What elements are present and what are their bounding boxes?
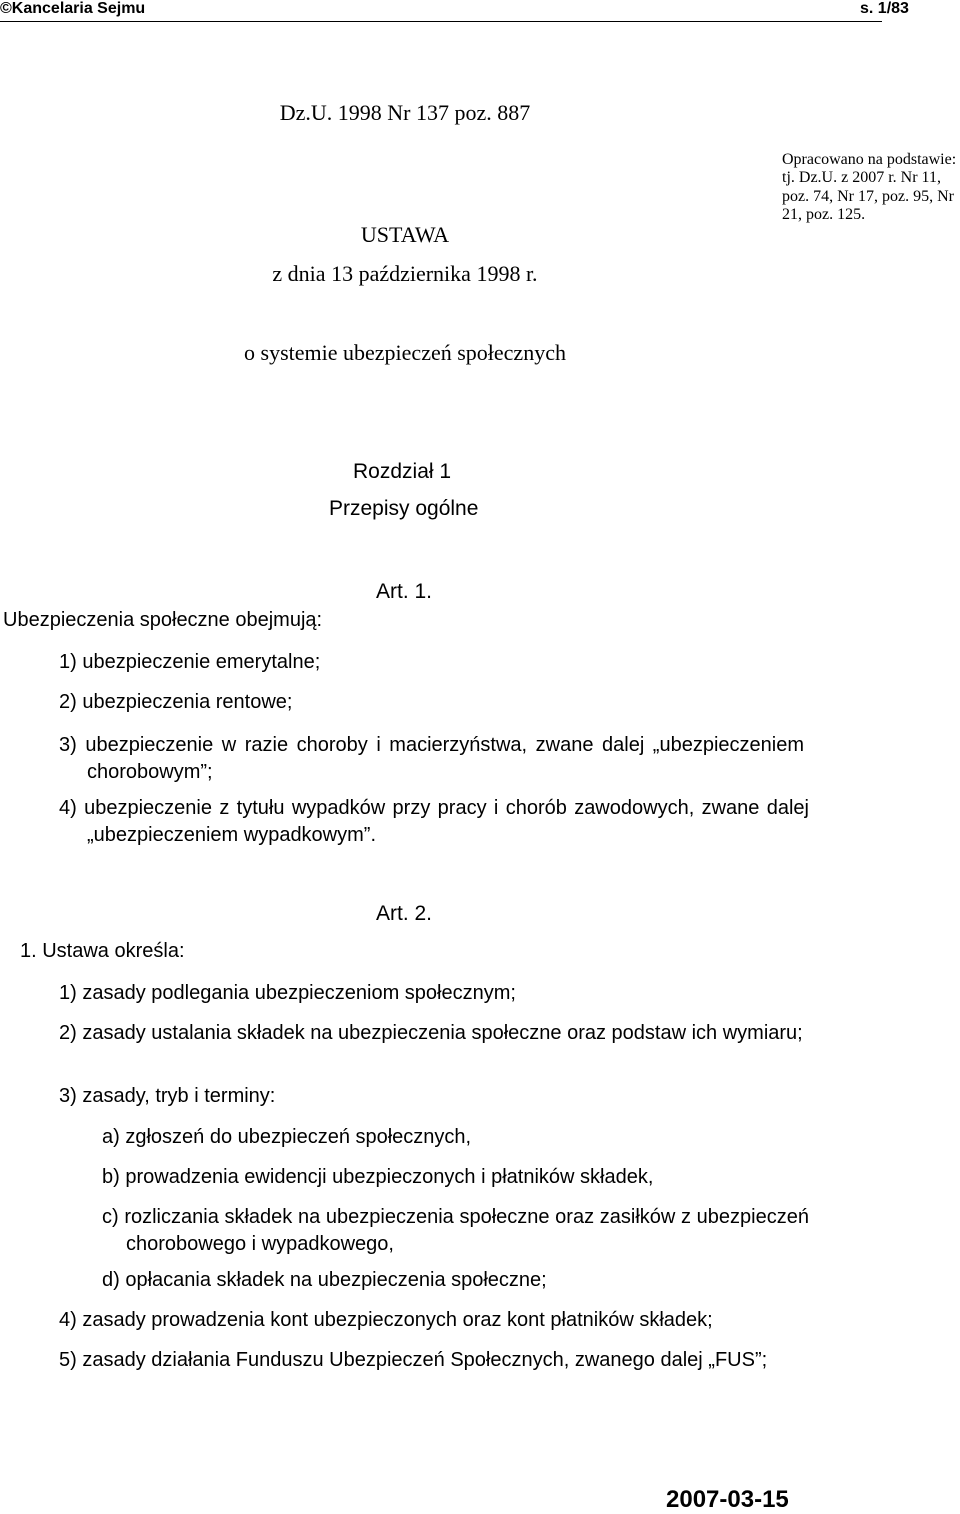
article-2-item-4: 4) zasady prowadzenia kont ubezpieczonych oraz kont płatników składek; bbox=[59, 1309, 713, 1331]
article-2-item-2: 2) zasady ustalania składek na ubezpieczenia społeczne oraz podstaw ich wymiaru; bbox=[59, 1022, 803, 1044]
article-1-heading: Art. 1. bbox=[376, 580, 433, 603]
source-note: Opracowano na podstawie: tj. Dz.U. z 2007 r. Nr 11, poz. 74, Nr 17, poz. 95, Nr 21, poz. 125. bbox=[782, 151, 957, 223]
act-subject: o systemie ubezpieczeń społecznych bbox=[244, 340, 566, 365]
header-source: ©Kancelaria Sejmu bbox=[0, 0, 146, 17]
article-1-item-1: 1) ubezpieczenie emerytalne; bbox=[59, 651, 321, 673]
header-rule bbox=[0, 21, 882, 22]
chapter-title: Przepisy ogólne bbox=[329, 497, 479, 520]
article-2-subitem-b: b) prowadzenia ewidencji ubezpieczonych i płatników składek, bbox=[102, 1166, 654, 1188]
article-2-item-5: 5) zasady działania Funduszu Ubezpieczeń Społecznych, zwanego dalej „FUS”; bbox=[59, 1349, 768, 1371]
journal-reference: Dz.U. 1998 Nr 137 poz. 887 bbox=[279, 100, 531, 125]
article-2-heading: Art. 2. bbox=[376, 902, 433, 925]
header-page-number: s. 1/83 bbox=[860, 0, 909, 17]
act-type: USTAWA bbox=[360, 222, 450, 247]
chapter-number: Rozdział 1 bbox=[353, 460, 452, 483]
article-1-item-2: 2) ubezpieczenia rentowe; bbox=[59, 691, 293, 713]
article-1-intro: Ubezpieczenia społeczne obejmują: bbox=[3, 609, 323, 631]
article-1-item-4: 4) ubezpieczenie z tytułu wypadków przy pracy i chorób zawodowych, zwane dalej „ubezpieczeniem wypadkowym”. bbox=[59, 797, 809, 846]
article-2-intro: 1. Ustawa określa: bbox=[20, 940, 185, 962]
act-date: z dnia 13 października 1998 r. bbox=[272, 261, 538, 286]
article-2-subitem-d: d) opłacania składek na ubezpieczenia społeczne; bbox=[102, 1269, 547, 1291]
article-2-subitem-c: c) rozliczania składek na ubezpieczenia społeczne oraz zasiłków z ubezpieczeń chorobowego i wypadkowego, bbox=[102, 1206, 809, 1255]
article-1-item-3: 3) ubezpieczenie w razie choroby i macierzyństwa, zwane dalej „ubezpieczeniem chorobowym”; bbox=[59, 734, 804, 783]
article-2-subitem-a: a) zgłoszeń do ubezpieczeń społecznych, bbox=[102, 1126, 472, 1148]
footer-date: 2007-03-15 bbox=[666, 1486, 789, 1513]
article-2-item-1: 1) zasady podlegania ubezpieczeniom społecznym; bbox=[59, 982, 516, 1004]
article-2-item-3: 3) zasady, tryb i terminy: bbox=[59, 1085, 276, 1107]
